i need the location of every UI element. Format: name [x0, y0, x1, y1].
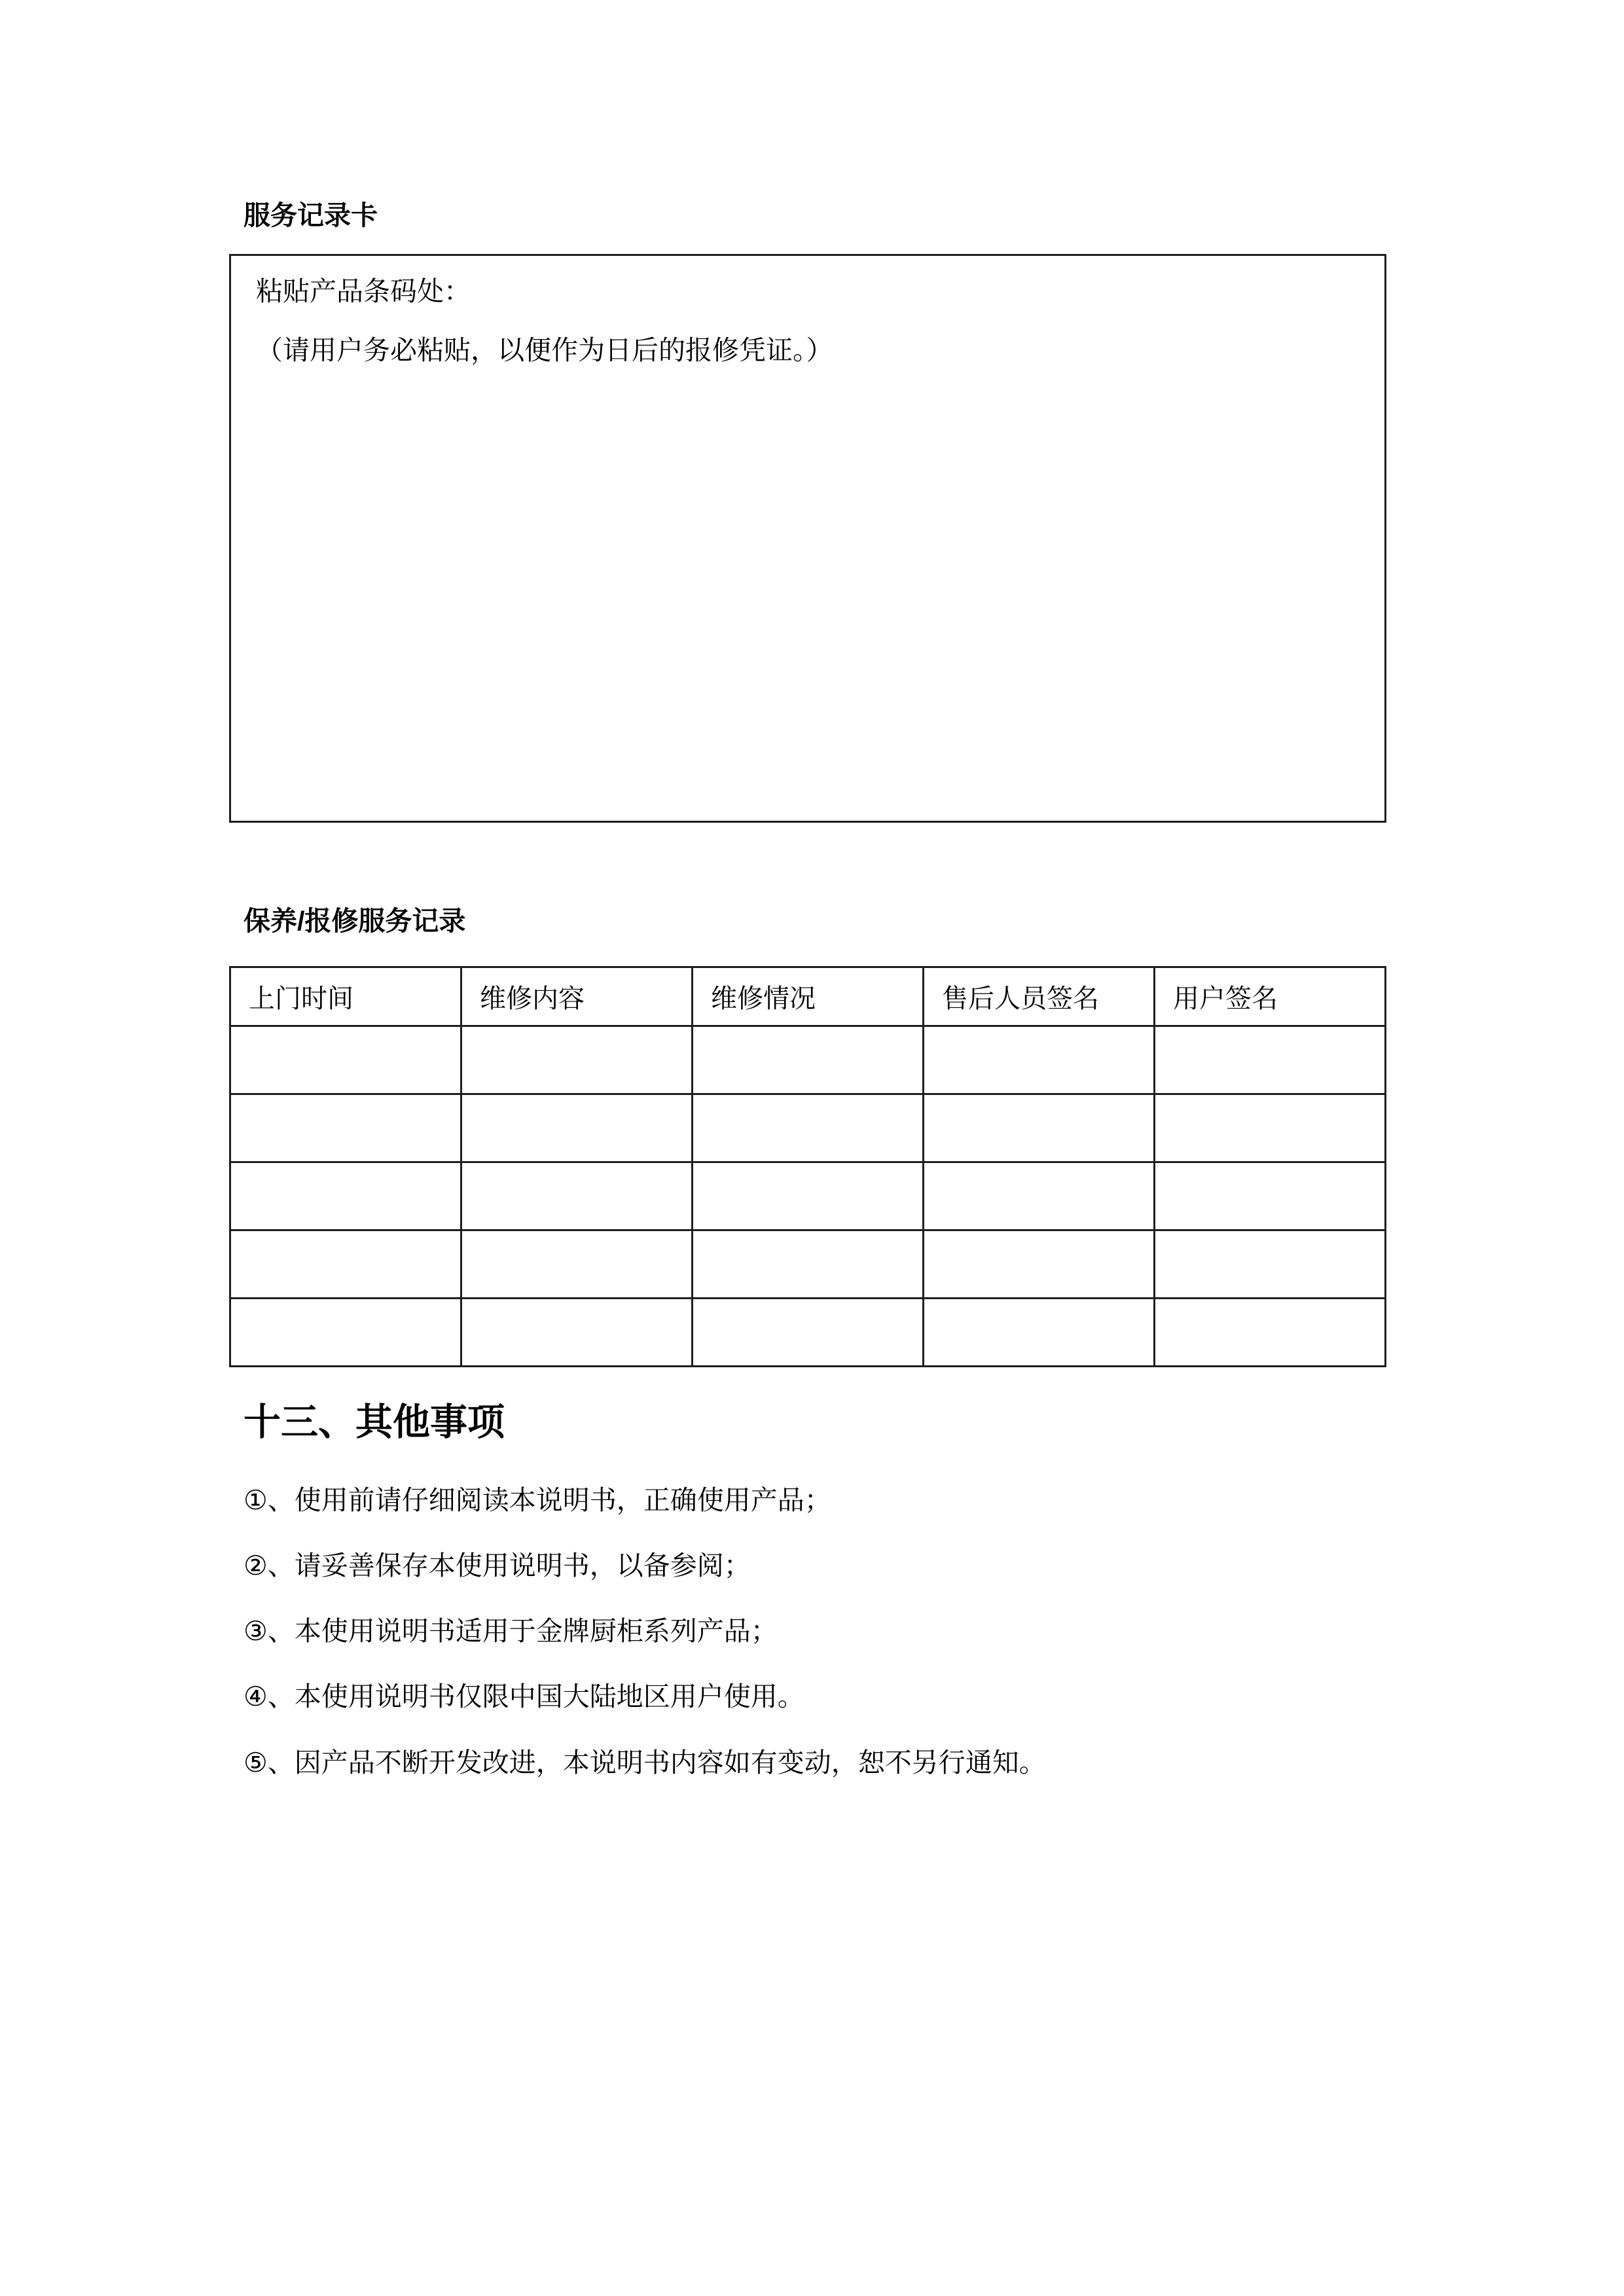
column-header-user-signature: 用户签名: [1155, 967, 1386, 1026]
list-item: ⑤、因产品不断开发改进，本说明书内容如有变动，恕不另行通知。: [244, 1747, 1046, 1778]
table-cell: [230, 1162, 461, 1230]
table-cell: [230, 1026, 461, 1094]
table-cell: [924, 1162, 1155, 1230]
table-cell: [1155, 1094, 1386, 1162]
barcode-box: [229, 254, 1386, 823]
column-header-visit-time: 上门时间: [230, 967, 461, 1026]
table-cell: [1155, 1162, 1386, 1230]
table-cell: [461, 1299, 693, 1367]
table-row: [230, 1162, 1386, 1230]
table-header: [230, 967, 1386, 1026]
table-row: [230, 1026, 1386, 1094]
table-cell: [924, 1094, 1155, 1162]
table-cell: [924, 1026, 1155, 1094]
table-cell: [693, 1162, 924, 1230]
table-cell: [230, 1299, 461, 1367]
table-cell: [230, 1094, 461, 1162]
list-item: ④、本使用说明书仅限中国大陆地区用户使用。: [244, 1681, 804, 1712]
service-record-card-title: 服务记录卡: [244, 200, 378, 230]
barcode-box-note: （请用户务必粘贴，以便作为日后的报修凭证。）: [256, 335, 833, 366]
list-item: ③、本使用说明书适用于金牌厨柜系列产品；: [244, 1616, 778, 1647]
column-header-repair-content: 维修内容: [461, 967, 693, 1026]
service-record-table: [229, 966, 1386, 1367]
list-item: ①、使用前请仔细阅读本说明书，正确使用产品；: [244, 1484, 831, 1515]
table-cell: [461, 1094, 693, 1162]
column-header-repair-status: 维修情况: [693, 967, 924, 1026]
table-cell: [230, 1230, 461, 1299]
table-cell: [693, 1299, 924, 1367]
table-cell: [924, 1299, 1155, 1367]
list-item: ②、请妥善保存本使用说明书，以备参阅；: [244, 1551, 751, 1581]
table-cell: [924, 1230, 1155, 1299]
table-cell: [693, 1026, 924, 1094]
table-body: [230, 1026, 1386, 1367]
table-cell: [1155, 1026, 1386, 1094]
table-row: [230, 1230, 1386, 1299]
table-row: [230, 1299, 1386, 1367]
table-cell: [693, 1094, 924, 1162]
table-row: [230, 1094, 1386, 1162]
table-cell: [461, 1230, 693, 1299]
column-header-staff-signature: 售后人员签名: [924, 967, 1155, 1026]
table-cell: [693, 1230, 924, 1299]
barcode-box-label: 粘贴产品条码处：: [256, 276, 471, 307]
table-header-row: [230, 967, 1386, 1026]
other-matters-list: [244, 1484, 1386, 1779]
maintenance-record-title: 保养/报修服务记录: [244, 906, 466, 937]
other-matters-title: 十三、其他事项: [244, 1401, 505, 1444]
table-cell: [1155, 1299, 1386, 1367]
table-cell: [461, 1162, 693, 1230]
table-cell: [1155, 1230, 1386, 1299]
table-cell: [461, 1026, 693, 1094]
